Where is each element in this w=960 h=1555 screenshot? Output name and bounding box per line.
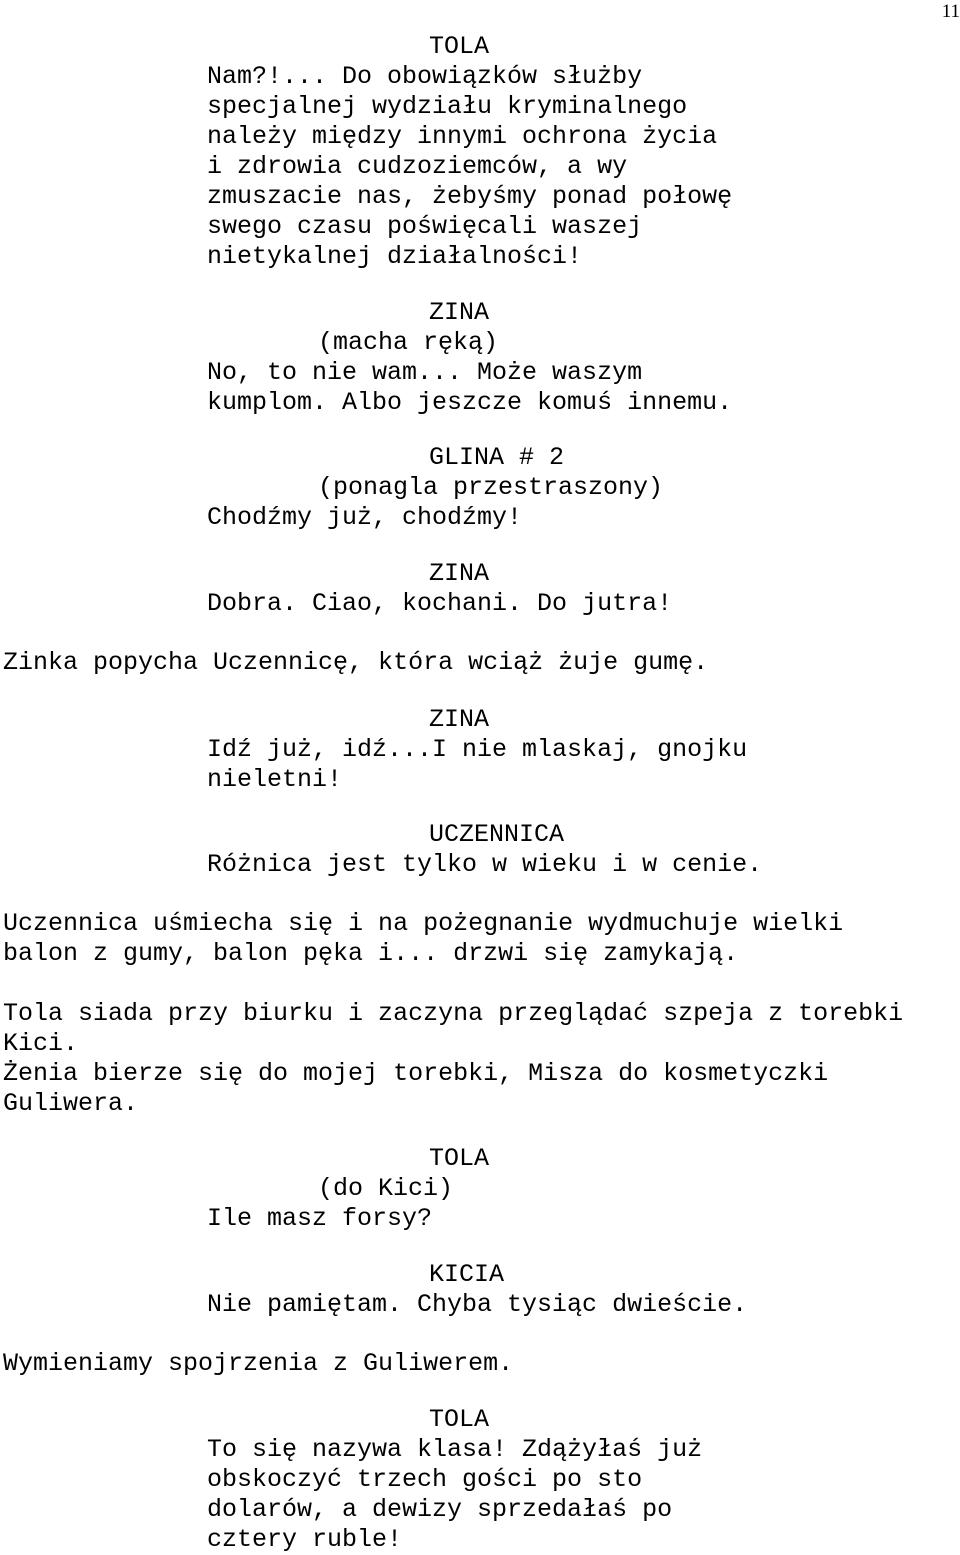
action-line: Kici.	[3, 1029, 79, 1058]
parenthetical: (macha ręką)	[318, 328, 499, 357]
action-line: Tola siada przy biurku i zaczyna przeglądać szpeja z torebki	[3, 999, 904, 1028]
character-cue: KICIA	[429, 1260, 505, 1289]
character-cue: ZINA	[429, 705, 490, 734]
dialogue-line: Nam?!... Do obowiązków służby	[207, 62, 643, 91]
dialogue-line: nieletni!	[207, 765, 343, 794]
action-line: Wymieniamy spojrzenia z Guliwerem.	[3, 1349, 514, 1378]
dialogue-line: Chodźmy już, chodźmy!	[207, 503, 523, 532]
dialogue-line: należy między innymi ochrona życia	[207, 122, 718, 151]
action-line: Żenia bierze się do mojej torebki, Misza do kosmetyczki	[3, 1059, 829, 1088]
action-line: Zinka popycha Uczennicę, która wciąż żuje gumę.	[3, 648, 709, 677]
character-cue: TOLA	[429, 1405, 490, 1434]
action-line: Guliwera.	[3, 1089, 139, 1118]
dialogue-line: obskoczyć trzech gości po sto	[207, 1465, 643, 1494]
dialogue-line: kumplom. Albo jeszcze komuś innemu.	[207, 388, 733, 417]
dialogue-line: Idź już, idź...I nie mlaskaj, gnojku	[207, 735, 748, 764]
dialogue-line: swego czasu poświęcali waszej	[207, 212, 643, 241]
character-cue: TOLA	[429, 32, 490, 61]
dialogue-line: specjalnej wydziału kryminalnego	[207, 92, 688, 121]
character-cue: UCZENNICA	[429, 820, 565, 849]
dialogue-line: zmuszacie nas, żebyśmy ponad połowę	[207, 182, 733, 211]
dialogue-line: Nie pamiętam. Chyba tysiąc dwieście.	[207, 1290, 748, 1319]
character-cue: ZINA	[429, 559, 490, 588]
character-cue: TOLA	[429, 1144, 490, 1173]
dialogue-line: nietykalnej działalności!	[207, 242, 583, 271]
character-cue: GLINA # 2	[429, 443, 565, 472]
page-number: 11	[941, 1, 960, 22]
dialogue-line: Różnica jest tylko w wieku i w cenie.	[207, 850, 763, 879]
parenthetical: (do Kici)	[318, 1174, 454, 1203]
dialogue-line: dolarów, a dewizy sprzedałaś po	[207, 1495, 673, 1524]
character-cue: ZINA	[429, 298, 490, 327]
parenthetical: (ponagla przestraszony)	[318, 473, 664, 502]
dialogue-line: cztery ruble!	[207, 1525, 403, 1554]
dialogue-line: No, to nie wam... Może waszym	[207, 358, 643, 387]
dialogue-line: i zdrowia cudzoziemców, a wy	[207, 152, 628, 181]
dialogue-line: Dobra. Ciao, kochani. Do jutra!	[207, 589, 673, 618]
dialogue-line: Ile masz forsy?	[207, 1204, 433, 1233]
action-line: Uczennica uśmiecha się i na pożegnanie wydmuchuje wielki	[3, 909, 844, 938]
dialogue-line: To się nazywa klasa! Zdążyłaś już	[207, 1435, 703, 1464]
action-line: balon z gumy, balon pęka i... drzwi się zamykają.	[3, 939, 739, 968]
